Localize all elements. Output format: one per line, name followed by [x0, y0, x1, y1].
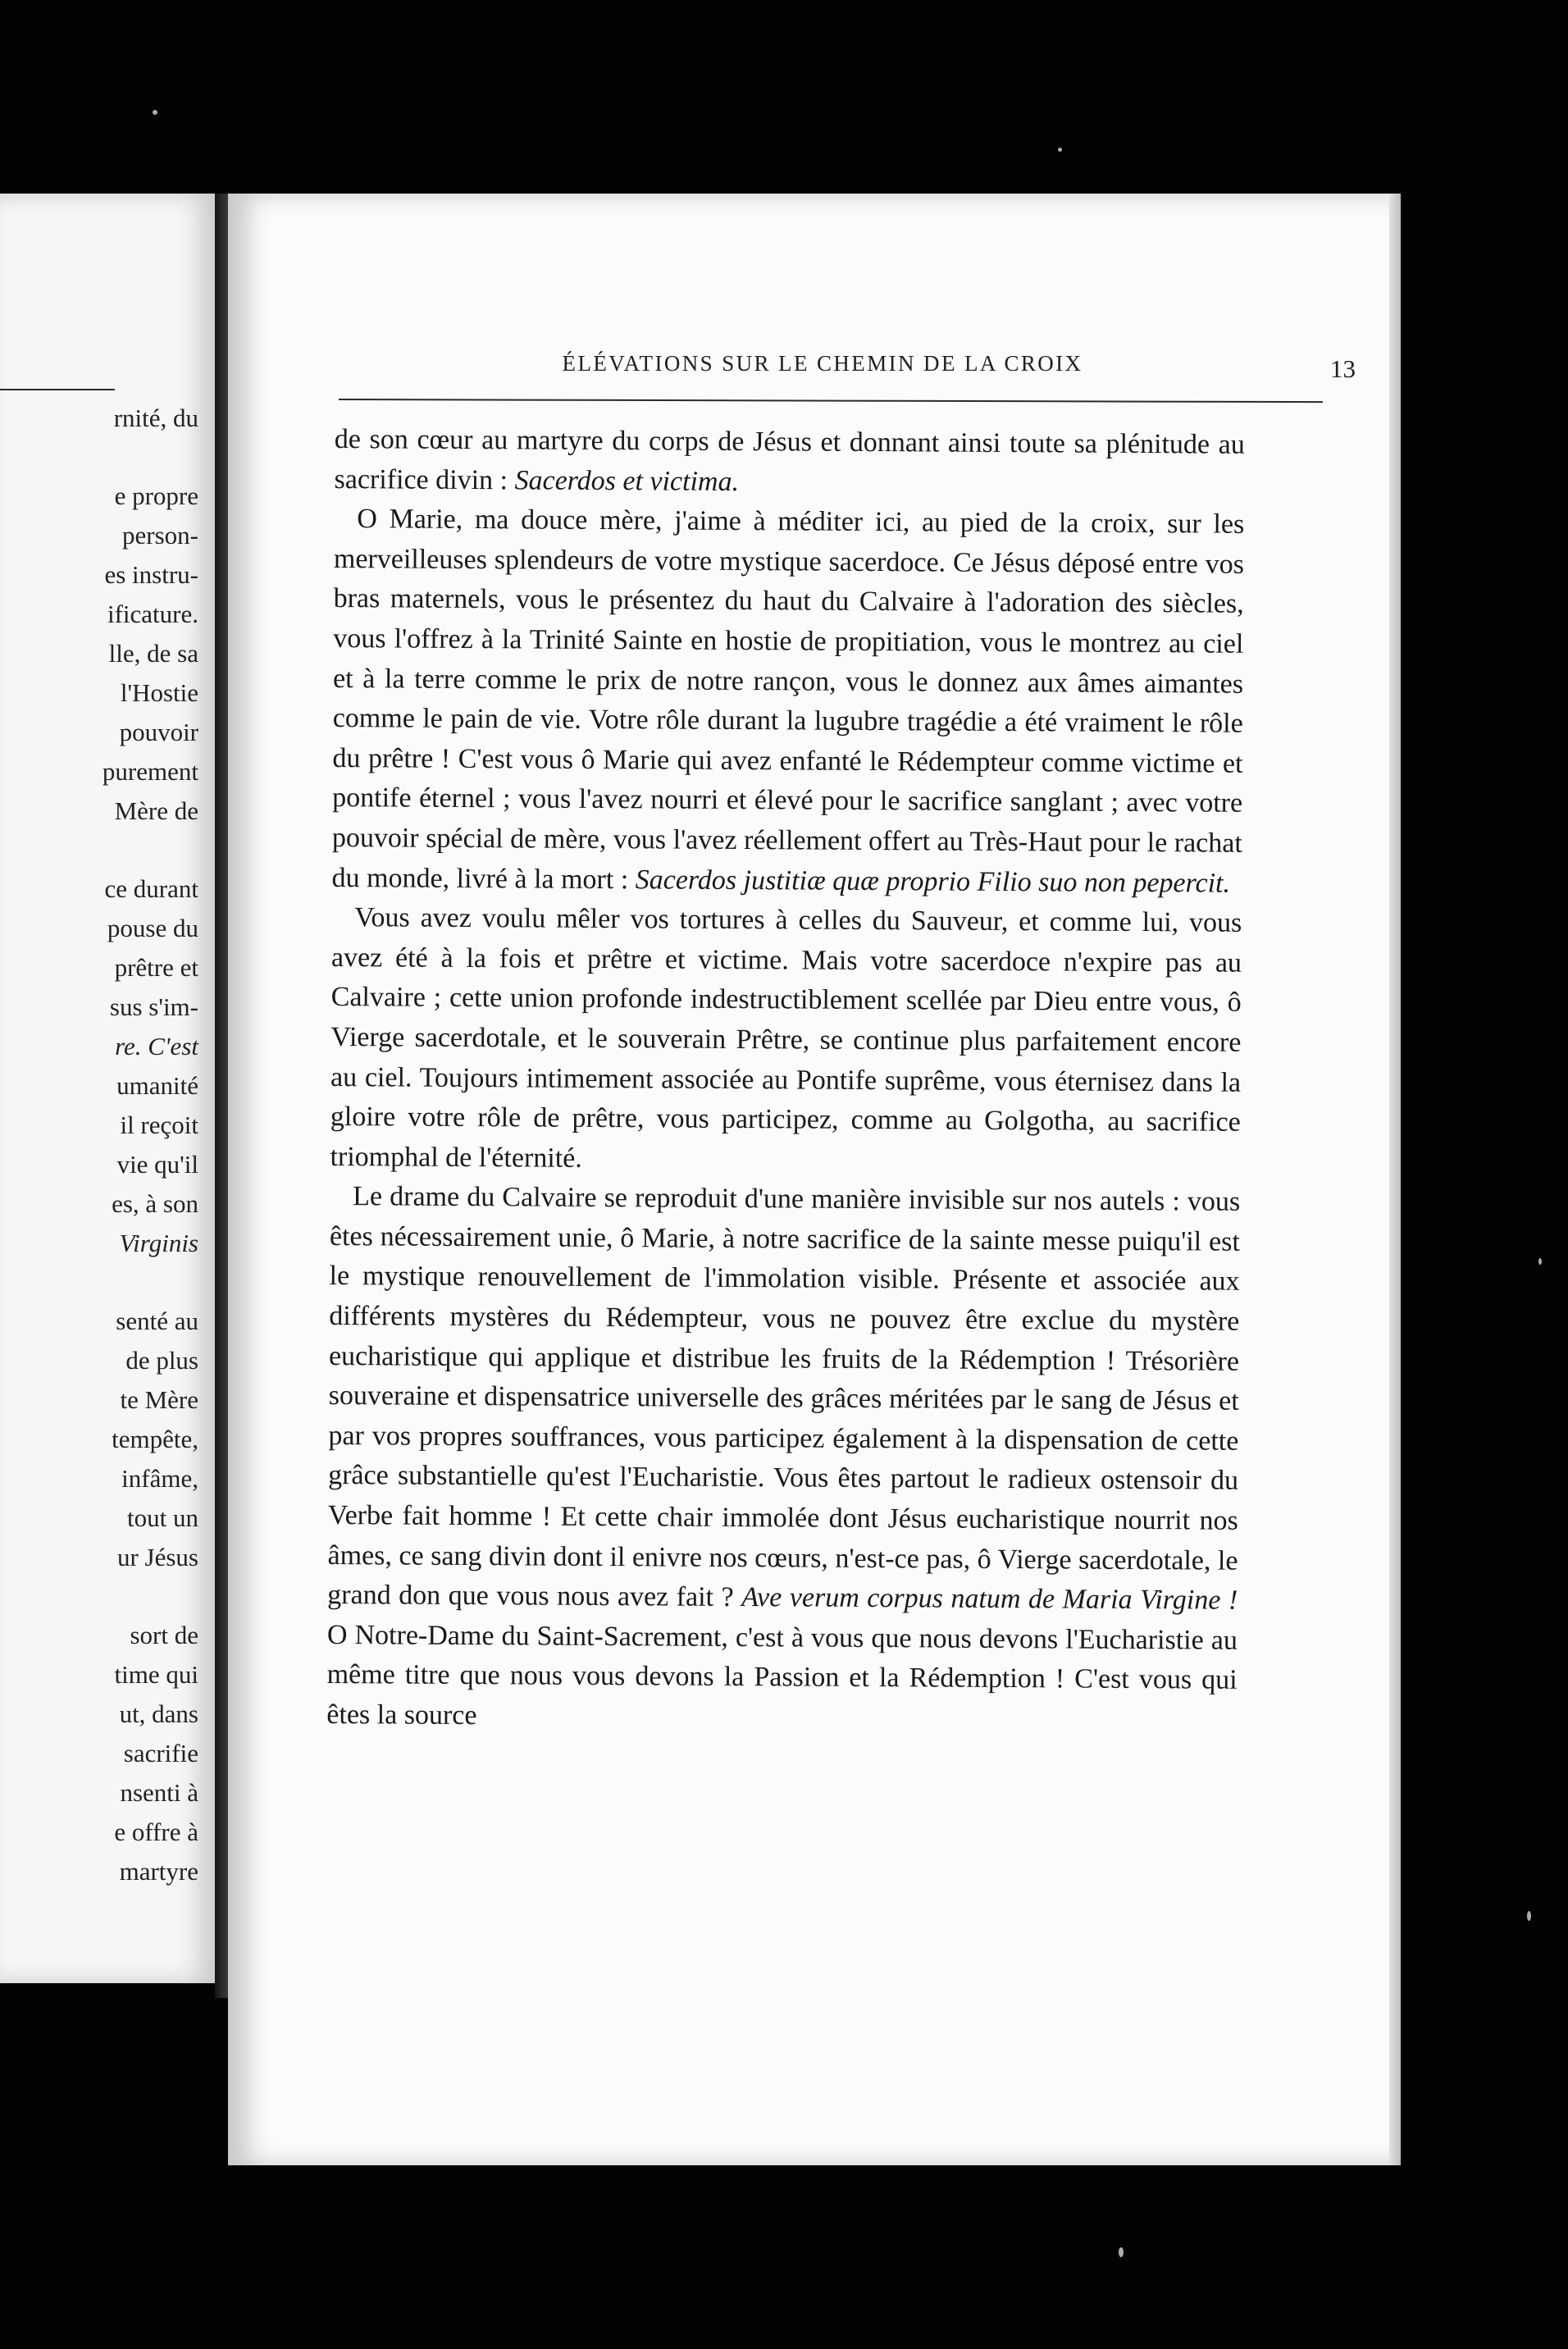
paragraph	[331, 499, 1244, 904]
left-page-line-fragment: ce durant	[104, 874, 198, 903]
running-head	[339, 351, 1356, 392]
left-page-line-fragment: infâme,	[121, 1464, 198, 1493]
left-page-line-fragment: de plus	[125, 1346, 198, 1375]
left-page-line-fragment: ur Jésus	[116, 1543, 198, 1571]
body-text	[326, 420, 1245, 1740]
left-page-line-fragment: lle, de sa	[108, 639, 198, 668]
left-page-line-fragment: ificature.	[107, 600, 198, 628]
left-page-line-fragment: e propre	[114, 481, 198, 510]
left-page-line-fragment: vie qu'il	[116, 1150, 198, 1179]
latin-quotation: Ave verum corpus natum de Maria Virgine !	[741, 1582, 1238, 1616]
left-page-line-fragment: il reçoit	[120, 1111, 198, 1139]
left-page-line-fragment: re. C'est	[115, 1032, 198, 1060]
left-page-line-fragment: sus s'im-	[109, 992, 198, 1021]
left-page-line-fragment: senté au	[116, 1307, 198, 1335]
left-page-line-fragment: l'Hostie	[120, 678, 198, 707]
page-number: 13	[1330, 354, 1356, 383]
left-page-gap	[2, 1263, 198, 1302]
left-page-gap	[2, 1577, 198, 1616]
paragraph-text: O Notre-Dame du Saint-Sacrement, c'est à vous que nous devons l'Eucharistie au même titre que nous vous devons la Passion et la Rédemption ! C'est vous qui êtes la source	[326, 1619, 1238, 1731]
left-page	[0, 194, 215, 1983]
left-page-line-fragment: prêtre et	[114, 953, 198, 982]
paragraph-text: de son cœur au martyre du corps de Jésus et donnant ainsi toute sa plénitude au sacrifice divin :	[334, 423, 1245, 495]
left-page-line-fragment: sort de	[130, 1621, 198, 1649]
left-page-gap	[2, 438, 198, 477]
left-page-line-fragment: time qui	[114, 1660, 198, 1689]
left-page-line-fragment: sacrifie	[123, 1739, 198, 1767]
scan-speck	[1119, 2247, 1124, 2257]
left-page-line-fragment: te Mère	[120, 1385, 198, 1414]
scan-speck	[153, 110, 157, 115]
left-page-line-fragment: tout un	[127, 1503, 198, 1532]
latin-quotation: Sacerdos et victima.	[514, 464, 740, 497]
paragraph	[334, 420, 1245, 505]
paragraph-text: Vous avez voulu mêler vos tortures à celles du Sauveur, et comme lui, vous avez été à la fois et prêtre et victime. Mais votre sacerdoce n'expire pas au Calvaire ; cette union profonde indestructiblement scellée par Dieu entre vous, ô Vierge sacerdotale, et le souverain Prêtre, se continue plus parfaitement encore au ciel. Toujours intimement associée au Pontife suprême, vous éternisez dans la gloire votre rôle de prêtre, vous participez, comme au Golgotha, au sacrifice triomphal de l'éternité.	[330, 902, 1242, 1174]
left-page-line-fragment: purement	[102, 757, 198, 786]
left-page-line-fragment: pouse du	[107, 914, 198, 942]
paragraph-text: Le drame du Calvaire se reproduit d'une manière invisible sur nos autels : vous êtes nécessairement unie, ô Marie, à notre sacrifice de la sainte messe puiqu'il est le mystique renouvellement de l'immolation visible. Présente et associée aux différents mystères du Rédempteur, vous ne pouvez être exclue du mystère eucharistique qui applique et distribue les fruits de la Rédemption ! Trésorière souveraine et dispensatrice universelle des grâces méritées par le sang de Jésus et par vos propres souffrances, vous participez également à la dispensation de cette grâce substantielle qu'est l'Eucharistie. Vous êtes partout le radieux ostensoir du Verbe fait homme ! Et cette chair immolée dont Jésus eucharistique nourrit nos âmes, ce sang divin dont il enivre nos cœurs, n'est-ce pas, ô Vierge sacerdotale, le grand don que vous nous avez fait ?	[327, 1181, 1241, 1613]
left-page-line-fragment: ut, dans	[119, 1699, 198, 1728]
scan-speck	[1538, 1258, 1542, 1265]
left-page-line-fragment: es, à son	[112, 1189, 198, 1218]
page-edge	[1389, 194, 1401, 2165]
header-rule	[339, 399, 1323, 403]
left-page-line-fragment: martyre	[119, 1857, 198, 1886]
left-page-text-fragments	[2, 399, 198, 1891]
left-page-line-fragment: tempête,	[112, 1425, 198, 1453]
scan-speck	[1527, 1911, 1531, 1921]
left-page-line-fragment: person-	[122, 521, 198, 550]
left-page-line-fragment: Mère de	[114, 796, 198, 825]
left-page-line-fragment: nsenti à	[120, 1778, 198, 1807]
scan-speck	[1058, 148, 1062, 152]
left-page-header-rule	[0, 389, 115, 390]
latin-quotation: Sacerdos justitiæ quæ proprio Filio suo non pepercit.	[635, 864, 1231, 899]
running-head-title: ÉLÉVATIONS SUR LE CHEMIN DE LA CROIX	[562, 351, 1083, 376]
left-page-gap	[2, 831, 198, 869]
left-page-line-fragment: pouvoir	[119, 718, 198, 746]
paragraph	[330, 898, 1242, 1183]
left-page-line-fragment: Virginis	[119, 1229, 198, 1257]
left-page-line-fragment: rnité, du	[113, 404, 198, 432]
left-page-line-fragment: es instru-	[104, 560, 198, 589]
left-page-line-fragment: e offre à	[114, 1818, 198, 1846]
right-page	[228, 194, 1401, 2165]
left-page-line-fragment: umanité	[116, 1071, 198, 1100]
paragraph-text: O Marie, ma douce mère, j'aime à méditer ici, au pied de la croix, sur les merveilleuses splendeurs de votre mystique sacerdoce. Ce Jésus déposé entre vos bras maternels, vous le présentez du haut du Calvaire à l'adoration des siècles, vous l'offrez à la Trinité Sainte en hostie de propitiation, vous le montrez au ciel et à la terre comme le prix de notre rançon, vous le donnez aux âmes aimantes comme le pain de vie. Votre rôle durant la lugubre tragédie a été vraiment le rôle du prêtre ! C'est vous ô Marie qui avez enfanté le Rédempteur comme victime et pontife éternel ; vous l'avez nourri et élevé pour le sacrifice sanglant ; avec votre pouvoir spécial de mère, vous l'avez réellement offert au Très-Haut pour le rachat du monde, livré à la mort :	[331, 504, 1245, 895]
paragraph	[326, 1177, 1240, 1740]
